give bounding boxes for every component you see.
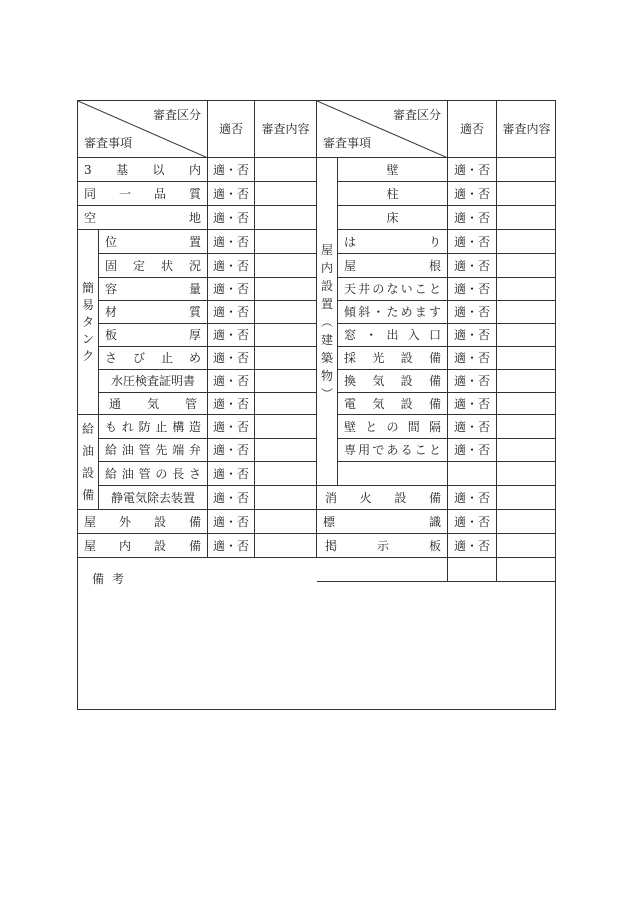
header-category-label: 審査区分: [152, 108, 201, 122]
vertical-char: 物: [320, 368, 333, 383]
vertical-char: 簡: [81, 281, 94, 295]
label-char: ・: [372, 305, 385, 319]
label-char: 屋: [84, 538, 97, 553]
label-char: 品: [153, 186, 166, 201]
result-cell: 適・否: [208, 534, 255, 558]
content-cell[interactable]: [497, 439, 556, 462]
label-char: 量: [188, 282, 201, 296]
tank-row-label: [99, 393, 208, 415]
label-char: 設: [400, 396, 413, 411]
label-char: な: [386, 282, 399, 296]
fuel-group-title: [78, 415, 99, 510]
label-char: 基: [116, 162, 129, 177]
result-cell: 適・否: [208, 462, 255, 486]
indoor-row-label: [338, 230, 448, 254]
indoor-row-label: [338, 324, 448, 347]
result-cell: 適・否: [448, 510, 497, 534]
content-cell[interactable]: [497, 301, 556, 324]
label-char: 消: [325, 490, 338, 505]
label-char: ま: [414, 305, 427, 319]
result-cell: 適・否: [208, 439, 255, 462]
label-char: 屋: [344, 258, 357, 273]
fuel-row-label: [99, 462, 208, 486]
label-char: 給: [105, 466, 118, 481]
result-cell: 適・否: [208, 415, 255, 439]
label-char: 油: [121, 443, 134, 457]
vertical-char: 設: [81, 466, 94, 480]
row-label: [317, 510, 448, 534]
content-cell[interactable]: [497, 182, 556, 206]
content-cell[interactable]: [255, 324, 317, 347]
vertical-char: 内: [320, 260, 333, 275]
label-char: 造: [188, 419, 201, 434]
tank-row-label: [99, 230, 208, 254]
label-char: 内: [118, 538, 131, 553]
result-cell: 適・否: [448, 393, 497, 415]
label-char: 換: [344, 374, 357, 388]
header-left-result: 適否: [208, 101, 255, 158]
row-label: [317, 534, 448, 558]
result-cell: 適・否: [448, 158, 497, 182]
label-char: 備: [428, 351, 441, 365]
vertical-char: 易: [81, 298, 94, 312]
label-char: 天: [344, 282, 357, 296]
label-char: こ: [414, 443, 427, 457]
result-cell: 適・否: [448, 486, 497, 510]
label-char: 入: [407, 328, 420, 342]
label-char: 給: [105, 443, 118, 457]
label-char: 壁: [344, 419, 357, 434]
vertical-char: ン: [81, 332, 94, 346]
content-cell[interactable]: [497, 486, 556, 510]
label-char: い: [400, 282, 413, 296]
blank-cell: [497, 462, 556, 486]
vertical-char: 建: [320, 332, 333, 347]
label-char: 内: [188, 162, 201, 177]
label-char: 地: [188, 210, 201, 225]
label-char: 根: [428, 258, 441, 273]
result-cell: 適・否: [208, 206, 255, 230]
tank-row-label: [99, 324, 208, 347]
label-char: 設: [394, 490, 407, 505]
label-char: 電: [344, 396, 357, 411]
label-char: 油: [121, 466, 134, 481]
label-char: 構: [172, 419, 185, 434]
fuel-row-label: [99, 415, 208, 439]
row-label: [78, 158, 208, 182]
tank-row-label: [99, 347, 208, 370]
label-char: め: [188, 351, 201, 365]
content-cell[interactable]: [497, 370, 556, 393]
notes-box[interactable]: [78, 558, 555, 709]
vertical-char: 置: [320, 296, 333, 311]
content-cell[interactable]: [255, 301, 317, 324]
label-char: も: [105, 419, 118, 434]
label-char: 備: [428, 490, 441, 505]
content-cell[interactable]: [255, 415, 317, 439]
label-char: 止: [155, 419, 168, 434]
label-char: 質: [188, 186, 201, 201]
vertical-char: 備: [81, 488, 94, 502]
label-char: 厚: [188, 328, 201, 342]
row-label: [78, 182, 208, 206]
indoor-row-label: 柱: [338, 182, 448, 206]
label-char: 況: [188, 258, 201, 273]
label-char: 設: [400, 351, 413, 365]
label-char: さ: [188, 466, 201, 481]
content-cell[interactable]: [255, 439, 317, 462]
result-cell: 適・否: [448, 230, 497, 254]
label-char: 設: [153, 514, 166, 529]
content-cell[interactable]: [255, 230, 317, 254]
label-char: 板: [105, 328, 118, 342]
header-right-result: 適否: [448, 101, 497, 158]
fuel-row-label: 静電気除去装置: [99, 486, 208, 510]
label-char: 管: [138, 443, 151, 457]
label-char: ・: [365, 328, 378, 342]
label-char: 気: [372, 374, 385, 388]
result-cell: 適・否: [208, 347, 255, 370]
label-char: 管: [184, 396, 197, 411]
label-char: 容: [105, 282, 118, 296]
vertical-char: タ: [81, 315, 94, 329]
content-cell[interactable]: [497, 510, 556, 534]
content-cell[interactable]: [497, 278, 556, 301]
content-cell[interactable]: [255, 182, 317, 206]
label-char: 専: [344, 443, 357, 457]
label-char: 屋: [84, 514, 97, 529]
label-char: 同: [84, 186, 97, 201]
content-cell[interactable]: [497, 324, 556, 347]
label-char: 以: [152, 162, 165, 177]
row-label: [78, 534, 208, 558]
label-char: 備: [428, 396, 441, 411]
content-cell[interactable]: [497, 206, 556, 230]
label-char: の: [372, 282, 385, 296]
label-char: 3: [84, 162, 92, 177]
result-cell: 適・否: [448, 301, 497, 324]
result-cell: 適・否: [208, 230, 255, 254]
label-char: 火: [359, 490, 372, 505]
label-char: あ: [386, 443, 399, 457]
vertical-char: 油: [81, 444, 94, 458]
row-label: [317, 486, 448, 510]
header-left-content: 審査内容: [255, 101, 317, 158]
content-cell[interactable]: [497, 230, 556, 254]
label-char: 状: [160, 258, 173, 273]
label-char: 備: [188, 514, 201, 529]
label-char: 斜: [358, 305, 371, 319]
label-char: 窓: [344, 328, 357, 342]
header-left-diagonal: [78, 101, 208, 158]
label-char: 空: [84, 210, 97, 225]
label-char: 出: [386, 328, 399, 342]
indoor-row-label: [338, 254, 448, 278]
result-cell: 適・否: [208, 254, 255, 278]
result-cell: 適・否: [208, 278, 255, 301]
label-char: 通: [109, 396, 122, 411]
label-char: 端: [172, 443, 185, 457]
row-label: [78, 510, 208, 534]
fuel-row-label: [99, 439, 208, 462]
label-char: 管: [138, 466, 151, 481]
result-cell: 適・否: [208, 182, 255, 206]
header-category-label: 審査区分: [392, 108, 441, 122]
content-cell[interactable]: [497, 347, 556, 370]
label-char: 板: [428, 538, 441, 553]
indoor-row-label: [338, 415, 448, 439]
result-cell: 適・否: [208, 158, 255, 182]
content-cell[interactable]: [255, 278, 317, 301]
label-char: 防: [138, 419, 151, 434]
label-char: さ: [105, 351, 118, 365]
vertical-char: 屋: [320, 242, 333, 257]
tank-group-title: [78, 230, 99, 415]
result-cell: 適・否: [448, 347, 497, 370]
content-cell[interactable]: [255, 206, 317, 230]
indoor-row-label: [338, 301, 448, 324]
content-cell[interactable]: [255, 510, 317, 534]
result-cell: 適・否: [208, 486, 255, 510]
indoor-row-label: 床: [338, 206, 448, 230]
content-cell[interactable]: [255, 462, 317, 486]
result-cell: 適・否: [448, 439, 497, 462]
vertical-char: ク: [81, 349, 94, 363]
blank-cell: [448, 462, 497, 486]
vertical-char: ︶: [320, 386, 333, 401]
label-char: 隔: [428, 419, 441, 434]
row-label: [78, 206, 208, 230]
label-char: た: [386, 305, 399, 319]
label-char: 間: [407, 419, 420, 434]
label-char: 井: [358, 282, 371, 296]
label-char: 設: [153, 538, 166, 553]
result-cell: 適・否: [448, 370, 497, 393]
label-char: 設: [400, 374, 413, 388]
label-char: 気: [146, 396, 159, 411]
label-char: と: [428, 443, 441, 457]
content-cell[interactable]: [497, 393, 556, 415]
label-char: こ: [414, 282, 427, 296]
content-cell[interactable]: [497, 254, 556, 278]
label-char: 一: [118, 186, 131, 201]
result-cell: 適・否: [448, 182, 497, 206]
indoor-row-label: [338, 370, 448, 393]
result-cell: 適・否: [448, 254, 497, 278]
indoor-row-label: [338, 347, 448, 370]
content-cell[interactable]: [497, 415, 556, 439]
label-char: 備: [188, 538, 201, 553]
label-char: 光: [372, 351, 385, 365]
label-char: 標: [323, 514, 336, 529]
content-cell[interactable]: [255, 534, 317, 558]
label-char: 先: [155, 443, 168, 457]
indoor-row-label: [338, 393, 448, 415]
indoor-group-title: [317, 158, 338, 486]
label-char: 止: [160, 351, 173, 365]
result-cell: 適・否: [208, 370, 255, 393]
label-char: 掲: [325, 538, 338, 553]
label-char: め: [400, 305, 413, 319]
content-cell[interactable]: [255, 254, 317, 278]
header-item-label: 審査事項: [323, 136, 372, 150]
label-char: 材: [105, 305, 118, 319]
content-cell[interactable]: [255, 158, 317, 182]
result-cell: 適・否: [448, 278, 497, 301]
label-char: 用: [358, 443, 371, 457]
label-char: り: [428, 234, 441, 249]
label-char: び: [132, 351, 145, 365]
content-cell[interactable]: [255, 393, 317, 415]
vertical-char: 給: [81, 422, 94, 436]
label-char: 位: [105, 234, 118, 249]
result-cell: 適・否: [448, 534, 497, 558]
label-char: 示: [376, 538, 389, 553]
result-cell: 適・否: [448, 324, 497, 347]
content-cell[interactable]: [497, 534, 556, 558]
tank-row-label: [99, 254, 208, 278]
content-cell[interactable]: [255, 486, 317, 510]
result-cell: 適・否: [448, 206, 497, 230]
label-char: 気: [372, 396, 385, 411]
content-cell[interactable]: [497, 158, 556, 182]
indoor-row-label: [338, 439, 448, 462]
result-cell: 適・否: [208, 510, 255, 534]
tank-row-label: 水圧検査証明書: [99, 370, 208, 393]
tank-row-label: [99, 301, 208, 324]
result-cell: 適・否: [208, 393, 255, 415]
label-char: の: [386, 419, 399, 434]
label-char: 識: [428, 514, 441, 529]
label-char: 備: [428, 374, 441, 388]
label-char: 口: [428, 328, 441, 342]
inspection-form-table: [77, 100, 556, 710]
label-char: る: [400, 443, 413, 457]
label-char: は: [344, 234, 357, 249]
content-cell[interactable]: [255, 370, 317, 393]
label-char: と: [365, 419, 378, 434]
label-char: の: [155, 466, 168, 481]
label-char: 質: [188, 305, 201, 319]
label-char: れ: [121, 419, 134, 434]
vertical-char: 設: [320, 278, 333, 293]
result-cell: 適・否: [448, 415, 497, 439]
tank-row-label: [99, 278, 208, 301]
label-char: 定: [132, 258, 145, 273]
header-item-label: 審査事項: [84, 136, 133, 150]
label-char: 置: [188, 234, 201, 249]
content-cell[interactable]: [255, 347, 317, 370]
result-cell: 適・否: [208, 324, 255, 347]
label-char: 固: [105, 258, 118, 273]
notes-label: 備考: [92, 572, 133, 586]
label-char: 傾: [344, 305, 357, 319]
indoor-row-label: [338, 278, 448, 301]
label-char: 外: [118, 514, 131, 529]
label-char: で: [372, 443, 385, 457]
indoor-row-label: 壁: [338, 158, 448, 182]
label-char: す: [428, 305, 441, 319]
header-right-diagonal: [317, 101, 448, 158]
vertical-char: ︵: [320, 314, 333, 329]
label-char: と: [428, 282, 441, 296]
label-char: 採: [344, 351, 357, 365]
label-char: 弁: [188, 443, 201, 457]
vertical-char: 築: [320, 350, 333, 365]
header-right-content: 審査内容: [497, 101, 556, 158]
label-char: 長: [172, 466, 185, 481]
result-cell: 適・否: [208, 301, 255, 324]
blank-cell: [338, 462, 448, 486]
